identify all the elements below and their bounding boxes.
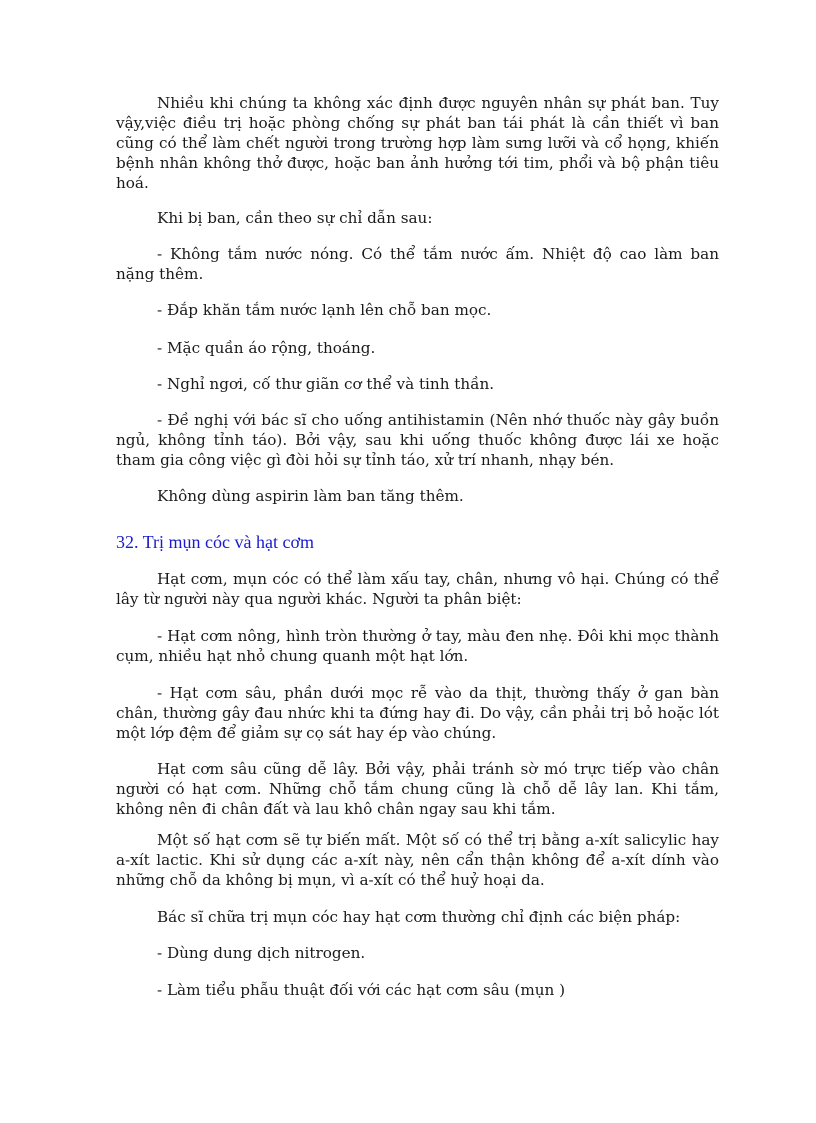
paragraph-contagion: Hạt cơm sâu cũng dễ lây. Bởi vậy, phải tránh sờ mó trực tiếp vào chân người có hạt cơm. Những chỗ tắm chung cũng là chỗ dễ lây lan. Khi tắm, không nên đi chân đất và lau khô chân ngay sau khi tắm. — [116, 760, 719, 818]
paragraph-no-aspirin: Không dùng aspirin làm ban tăng thêm. — [157, 487, 464, 505]
section-heading: 32. Trị mụn cóc và hạt cơm — [116, 532, 314, 552]
list-item-surgery: - Làm tiểu phẫu thuật đối với các hạt cơm sâu (mụn ) — [157, 981, 566, 999]
list-item-bath: - Không tắm nước nóng. Có thể tắm nước ấm. Nhiệt độ cao làm ban nặng thêm. — [116, 245, 719, 283]
paragraph-rash-instructions-intro: Khi bị ban, cần theo sự chỉ dẫn sau: — [157, 209, 433, 227]
list-item-cold-towel: - Đắp khăn tắm nước lạnh lên chỗ ban mọc. — [157, 301, 492, 319]
list-item-rest: - Nghỉ ngơi, cố thư giãn cơ thể và tinh thần. — [157, 375, 495, 393]
paragraph-doctor-treatment: Bác sĩ chữa trị mụn cóc hay hạt cơm thường chỉ định các biện pháp: — [157, 908, 681, 926]
list-item-antihistamine: - Đề nghị với bác sĩ cho uống antihistamin (Nên nhớ thuốc này gây buồn ngủ, không tỉnh táo). Bởi vậy, sau khi uống thuốc không được lái xe hoặc tham gia công việc gì đòi hỏi sự tỉnh táo, xử trí nhanh, nhạy bén. — [116, 411, 719, 469]
list-item-deep-wart: - Hạt cơm sâu, phần dưới mọc rễ vào da thịt, thường thấy ở gan bàn chân, thường gây đau nhức khi ta đứng hay đi. Do vậy, cần phải trị bỏ hoặc lót một lớp đệm để giảm sự cọ sát hay ép vào chúng. — [116, 684, 719, 742]
list-item-loose-clothes: - Mặc quần áo rộng, thoáng. — [157, 339, 376, 357]
paragraph-acid-treatment: Một số hạt cơm sẽ tự biến mất. Một số có thể trị bằng a-xít salicylic hay a-xít lactic. Khi sử dụng các a-xít này, nên cẩn thận không để a-xít dính vào những chỗ da không bị mụn, vì a-xít có thể huỷ hoại da. — [116, 831, 719, 889]
list-item-shallow-wart: - Hạt cơm nông, hình tròn thường ở tay, màu đen nhẹ. Đôi khi mọc thành cụm, nhiều hạt nhỏ chung quanh một hạt lớn. — [116, 627, 719, 665]
paragraph-rash-causes: Nhiều khi chúng ta không xác định được nguyên nhân sự phát ban. Tuy vậy,việc điều trị hoặc phòng chống sự phát ban tái phát là cần thiết vì ban cũng có thể làm chết người trong trường hợp làm sưng lưỡi và cổ họng, khiến bệnh nhân không thở được, hoặc ban ảnh hưởng tới tim, phổi và bộ phận tiêu hoá. — [116, 94, 719, 192]
paragraph-warts-intro: Hạt cơm, mụn cóc có thể làm xấu tay, chân, nhưng vô hại. Chúng có thể lây từ người này qua người khác. Người ta phân biệt: — [116, 570, 719, 608]
list-item-nitrogen: - Dùng dung dịch nitrogen. — [157, 944, 366, 962]
